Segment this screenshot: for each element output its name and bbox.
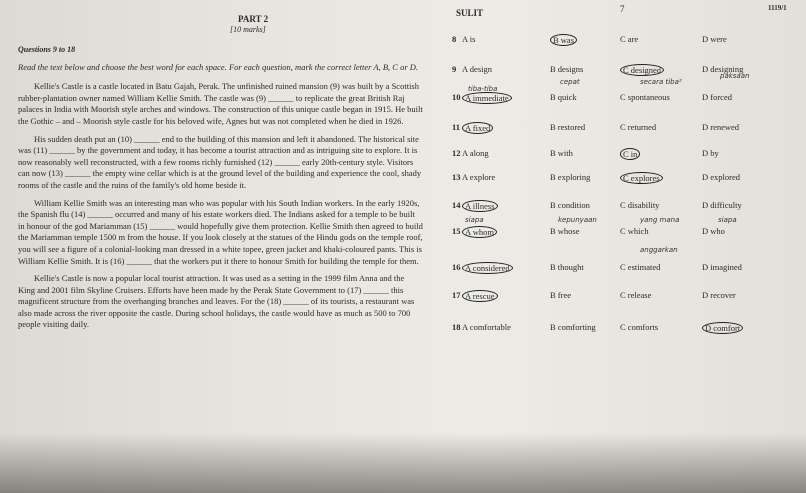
- option-c[interactable]: C designed: [620, 64, 664, 76]
- question-row: [452, 172, 792, 186]
- question-number: 15: [452, 226, 461, 236]
- question-number: 11: [452, 122, 461, 132]
- question-number: 12: [452, 148, 461, 158]
- option-d[interactable]: D designing: [702, 64, 744, 74]
- option-d[interactable]: D forced: [702, 92, 732, 102]
- option-c[interactable]: C comforts: [620, 322, 659, 332]
- option-a[interactable]: A is: [462, 34, 476, 44]
- handwritten-note: secara tiba²: [640, 78, 682, 86]
- option-d[interactable]: D difficulty: [702, 200, 742, 210]
- option-b[interactable]: B quick: [550, 92, 577, 102]
- option-c[interactable]: C estimated: [620, 262, 661, 272]
- question-row: [452, 200, 792, 214]
- option-a[interactable]: A illness: [462, 200, 498, 212]
- question-number: 14: [452, 200, 461, 210]
- option-d[interactable]: D by: [702, 148, 719, 158]
- question-row: [452, 122, 792, 136]
- option-d[interactable]: D explored: [702, 172, 741, 182]
- option-d[interactable]: D renewed: [702, 122, 740, 132]
- option-d[interactable]: D comfort: [702, 322, 743, 334]
- question-row: [452, 148, 792, 162]
- option-a[interactable]: A fixed: [462, 122, 493, 134]
- option-d[interactable]: D imagined: [702, 262, 742, 272]
- option-c[interactable]: C spontaneous: [620, 92, 670, 102]
- option-a[interactable]: A immediate: [462, 92, 512, 104]
- handwritten-note: kepunyaan: [558, 216, 597, 224]
- option-c[interactable]: C returned: [620, 122, 657, 132]
- option-c[interactable]: C in: [620, 148, 640, 160]
- question-number: 9: [452, 64, 457, 74]
- instructions: Read the text below and choose the best word for each space. For each question, mark the correct letter A, B, C or D.: [18, 61, 419, 72]
- option-b[interactable]: B thought: [550, 262, 584, 272]
- option-d[interactable]: D were: [702, 34, 727, 44]
- option-a[interactable]: A explore: [462, 172, 496, 182]
- paper-code: 1119/1: [768, 4, 787, 12]
- option-b[interactable]: B designs: [550, 64, 584, 74]
- option-b[interactable]: B with: [550, 148, 573, 158]
- question-number: 13: [452, 172, 461, 182]
- passage-paragraph: Kellie's Castle is a castle located in Batu Gajah, Perak. The unfinished ruined mansion (9) was built by a Scottish rubber-plantation owner named William Kellie Smith. The castle was (9) ______ to replicate the great British Raj palaces in India with Moorish style arches and windows. The construction of this unique castle began in 1915. He built the Gothic – and – Moorish style castle for his beloved wife, Agnes but was not completed when he died in 1926.: [18, 81, 423, 126]
- question-number: 16: [452, 262, 461, 272]
- option-b[interactable]: B restored: [550, 122, 586, 132]
- option-c[interactable]: C release: [620, 290, 652, 300]
- handwritten-note: paksaan: [720, 72, 750, 80]
- handwritten-note: cepat: [560, 78, 580, 86]
- question-row: [452, 92, 792, 106]
- question-row: [452, 226, 792, 240]
- question-row: [452, 34, 792, 48]
- option-d[interactable]: D who: [702, 226, 725, 236]
- question-row: [452, 322, 792, 336]
- option-b[interactable]: B free: [550, 290, 572, 300]
- marks-label: [10 marks]: [230, 25, 266, 34]
- option-b[interactable]: B condition: [550, 200, 590, 210]
- option-c[interactable]: C disability: [620, 200, 660, 210]
- option-a[interactable]: A design: [462, 64, 492, 74]
- passage-paragraph: Kellie's Castle is now a popular local tourist attraction. It was used as a setting in the 1999 film Anna and the King and 2001 film Skyline Cruisers. Efforts have been made by the Perak State Government to (17) ______ this magnificent structure from the overhanging branches and leaves. For the (18) ______ of its tourists, a restaurant was also made across the river opposite the castle. During school holidays, the castle would have as much as 500 to 700 people visiting daily.: [18, 273, 415, 330]
- option-d[interactable]: D recover: [702, 290, 736, 300]
- handwritten-note: tiba-tiba: [468, 85, 498, 93]
- option-a[interactable]: A whom: [462, 226, 497, 238]
- question-row: [452, 290, 792, 304]
- question-number: 17: [452, 290, 461, 300]
- question-number: 18: [452, 322, 461, 332]
- option-c[interactable]: C explores: [620, 172, 663, 184]
- handwritten-note: siapa: [718, 216, 737, 224]
- page-number: 7: [620, 4, 625, 14]
- option-c[interactable]: C which: [620, 226, 649, 236]
- photo-shadow: [0, 433, 806, 493]
- passage-paragraph: His sudden death put an (10) ______ end to the building of this mansion and left it abandoned. The historical site was (11) ______ by the government and today, it has become a tourist attraction and as intriguing site to explore. It is now reasonably well reconstructed, with a few rooms richly furnished (12) ______ early 20th-century style. Visitors can now (13) ______ the empty wine cellar which is at the ground level of the building and experience the cool, shady rooms of the castle and the ruins of the family's old home beside it.: [18, 133, 422, 190]
- school-label: SULIT: [456, 8, 484, 18]
- passage-paragraph: William Kellie Smith was an interesting man who was popular with his South Indian workers. In the early 1920s, the Spanish flu (14) ______ occurred and many of his estate workers died. The Indians asked for a temple to be built in honour of the god Mariamman (15) ______ would hopefully give them protection. Kellie Smith then agreed to build the Mariamman temple 1500 m from the house. If you look closely at the statues of the Hindu gods on the temple roof, you will see a figure of a colonial-looking man dressed in a white topee, green jacket and khaki-coloured pants. This is William Kellie Smith. It is (16) ______ that the workers put it there to honour Smith for building the temple for them.: [18, 197, 423, 266]
- handwritten-note: yang mana: [640, 216, 680, 224]
- passage-column: [18, 44, 423, 337]
- option-a[interactable]: A considered: [462, 262, 513, 274]
- option-a[interactable]: A rescue: [462, 290, 498, 302]
- option-b[interactable]: B comforting: [550, 322, 596, 332]
- questions-range: Questions 9 to 18: [18, 45, 76, 54]
- option-b[interactable]: B was: [550, 34, 577, 46]
- option-a[interactable]: A comfortable: [462, 322, 511, 332]
- option-b[interactable]: B whose: [550, 226, 580, 236]
- option-b[interactable]: B exploring: [550, 172, 591, 182]
- handwritten-note: siapa: [465, 216, 484, 224]
- question-number: 8: [452, 34, 457, 44]
- handwritten-note: anggarkan: [640, 246, 678, 254]
- option-c[interactable]: C are: [620, 34, 639, 44]
- question-number: 10: [452, 92, 461, 102]
- option-a[interactable]: A along: [462, 148, 489, 158]
- part-heading: PART 2: [238, 14, 269, 24]
- question-row: [452, 262, 792, 276]
